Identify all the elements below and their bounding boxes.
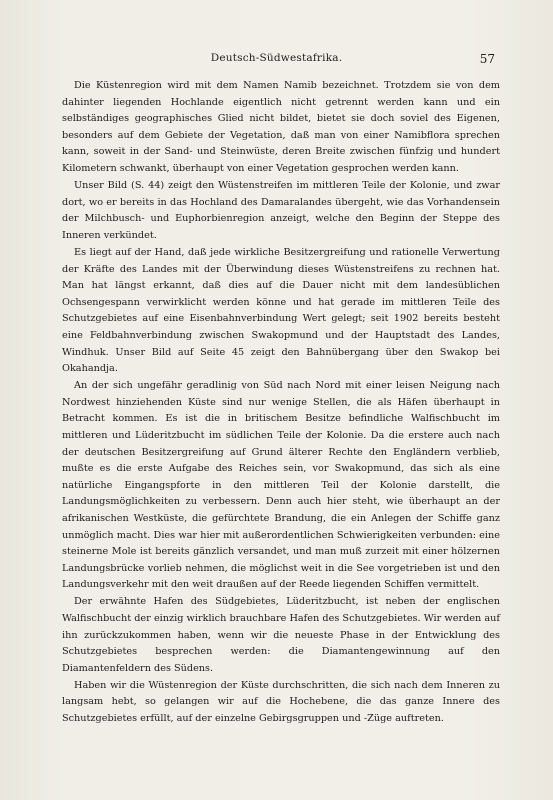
running-title: Deutsch-Südwestafrika. — [210, 52, 343, 64]
paragraph-haefen: An der sich ungefähr geradlinig von Süd nach Nord mit einer leisen Neigung nach Nordwest hinziehenden Küste sind nur wenige Stellen, die als Häfen überhaupt in Betracht kommen. Es ist die in britischem Besitze befindliche Walfischbucht im mittleren und Lüderitzbucht im südlichen Teile der Kolonie. Da die erstere auch nach der deutschen Besitzergreifung auf Grund älterer Rechte den Engländern verblieb, mußte es die erste Aufgabe des Reiches sein, vor Swakopmund, das sich als eine natürliche Eingangspforte in den mittleren Teil der Kolonie darstellt, die Landungsmöglichkeiten zu verbessern. Denn auch hier steht, wie überhaupt an der afrikanischen Westküste, die gefürchtete Brandung, die ein Anlegen der Schiffe ganz unmöglich macht. Dies war hier mit außerordentlichen Schwierigkeiten verbunden: eine steinerne Mole ist bereits gänzlich versandet, und man muß zurzeit mit einer hölzernen Landungsbrücke vorlieb nehmen, die möglichst weit in die See vorgetrieben ist und den Landungsverkehr mit den weit draußen auf der Reede liegenden Schiffen vermittelt. — [62, 380, 500, 591]
paragraph-eisenbahn: Es liegt auf der Hand, daß jede wirkliche Besitzergreifung und rationelle Verwertung der Kräfte des Landes mit der Überwindung dieses Wüstenstreifens zu rechnen hat. Man hat längst erkannt, daß dies auf die Dauer nicht mit dem landesüblichen Ochsengespann verwirklicht werden könne und hat gerade im mittleren Teile des Schutzgebietes auf eine Eisenbahnverbindung Wert gelegt; seit 1902 bereits besteht eine Feldbahnverbindung zwischen Swakopmund und der Hauptstadt des Landes, Windhuk. Unser Bild auf Seite 45 zeigt den Bahnübergang über den Swakop bei Okahandja. — [62, 246, 500, 375]
paragraph-namib: Die Küstenregion wird mit dem Namen Namib bezeichnet. Trotzdem sie von dem dahinter liegenden Hochlande eigentlich nicht getrennt werden kann und ein selbständiges geographisches Glied nicht bildet, bietet sie doch soviel des Eigenen, besonders auf dem Gebiete der Vegetation, daß man von einer Namibflora sprechen kann, soweit in der Sand- und Steinwüste, deren Breite zwischen fünfzig und hundert Kilometern schwankt, überhaupt von einer Vegetation gesprochen werden kann. — [62, 80, 500, 174]
paragraph-luederitzbucht: Der erwähnte Hafen des Südgebietes, Lüderitzbucht, ist neben der englischen Walfischbucht der einzig wirklich brauchbare Hafen des Schutzgebietes. Wir werden auf ihn zurückzukommen haben, wenn wir die neueste Phase in der Entwicklung des Schutzgebietes besprechen werden: die Diamantengewinnung auf den Diamantenfeldern des Südens. — [62, 596, 500, 674]
paragraph-hochebene: Haben wir die Wüstenregion der Küste durchschritten, die sich nach dem Inneren zu langsam hebt, so gelangen wir auf die Hochebene, die das ganze Innere des Schutzgebietes erfüllt, auf der einzelne Gebirgsgruppen und -Züge auftreten. — [62, 679, 500, 725]
page-number: 57 — [479, 52, 495, 66]
paragraph-wuestenstreifen: Unser Bild (S. 44) zeigt den Wüstenstreifen im mittleren Teile der Kolonie, und zwar dort, wo er bereits in das Hochland des Damaralandes übergeht, wie das Vorhandensein der Milchbusch- und Euphorbienregion anzeigt, welche den Beginn der Steppe des Inneren verkündet. — [62, 180, 500, 241]
page-header — [58, 52, 495, 68]
body-text — [62, 78, 500, 728]
